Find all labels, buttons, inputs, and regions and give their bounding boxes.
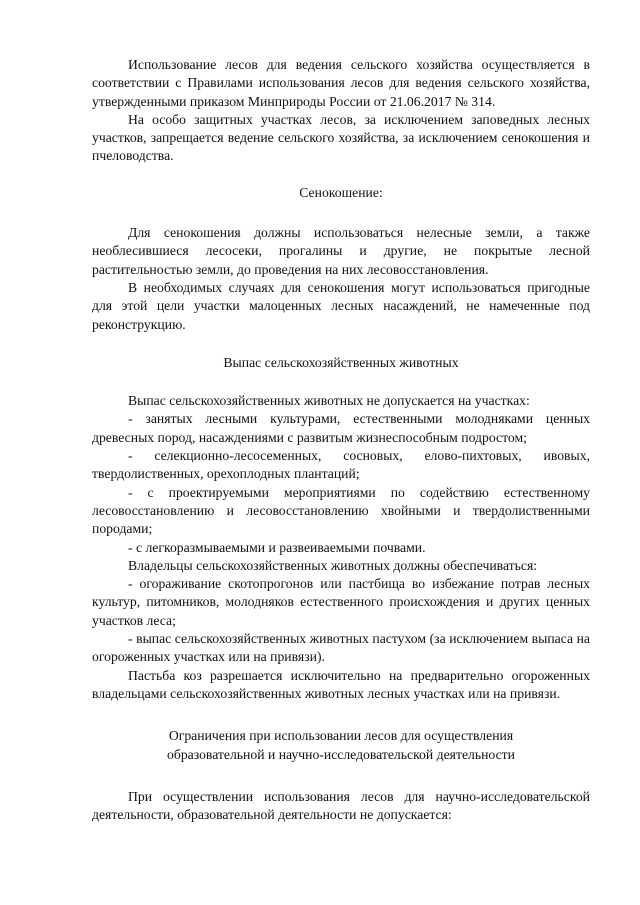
paragraph-legal-basis: Использование лесов для ведения сельского хозяйства осуществляется в соответствии с Правилами использования лесов для ведения сельского хозяйства, утвержденными приказом Минприроды России от 21.06.2017 № 314. — [92, 57, 590, 109]
list-item-reforestation: - с проектируемыми мероприятиями по содействию естественному лесовосстановлению и лесовосстановлению хвойными и твердолиственными породами; — [92, 484, 590, 537]
paragraph-haymaking-lands: Для сенокошения должны использоваться нелесные земли, а также необлесившиеся лесосеки, прогалины и другие, не покрытые лесной растительностью земли, до проведения на них лесовосстановления. — [92, 225, 590, 277]
paragraph-protected-areas: На особо защитных участках лесов, за исключением заповедных лесных участков, запрещается ведение сельского хозяйства, за исключением сенокошения и пчеловодства. — [92, 111, 590, 164]
heading-restrictions-line-2: образовательной и научно-исследовательской деятельности — [167, 746, 515, 762]
list-item-erodible-soils: - с легкоразмываемыми и развеиваемыми почвами. — [128, 539, 426, 555]
list-item-forest-cultures: - занятых лесными культурами, естественными молодняками ценных древесных пород, насаждениями с развитым жизнеспособным подростом; — [92, 411, 590, 445]
paragraph-research-restrictions: При осуществлении использования лесов для научно-исследовательской деятельности, образовательной деятельности не допускается: — [92, 788, 590, 823]
paragraph-goat-grazing: Пастьба коз разрешается исключительно на предварительно огороженных владельцами сельскохозяйственных животных лесных участках или на привязи. — [92, 667, 590, 701]
list-item-fencing: - огораживание скотопрогонов или пастбища во избежание потрав лесных культур, питомников, молодняков естественного происхождения и других ценных участков леса; — [92, 576, 590, 628]
heading-restrictions-line-1: Ограничения при использовании лесов для осуществления — [168, 728, 514, 744]
paragraph-owners-obligations: Владельцы сельскохозяйственных животных должны обеспечиваться: — [128, 557, 538, 573]
heading-haymaking: Сенокошение: — [299, 184, 383, 200]
paragraph-haymaking-cases: В необходимых случаях для сенокошения могут использоваться пригодные для этой цели участки малоценных лесных насаждений, не намеченные под реконструкцию. — [92, 279, 590, 332]
list-item-plantations: - селекционно-лесосеменных, сосновых, елово-пихтовых, ивовых, твердолиственных, орехоплодных плантаций; — [92, 448, 590, 482]
paragraph-grazing-prohibited: Выпас сельскохозяйственных животных не допускается на участках: — [128, 393, 530, 409]
heading-grazing: Выпас сельскохозяйственных животных — [223, 354, 459, 370]
list-item-shepherd: - выпас сельскохозяйственных животных пастухом (за исключением выпаса на огороженных участках или на привязи). — [92, 631, 590, 665]
